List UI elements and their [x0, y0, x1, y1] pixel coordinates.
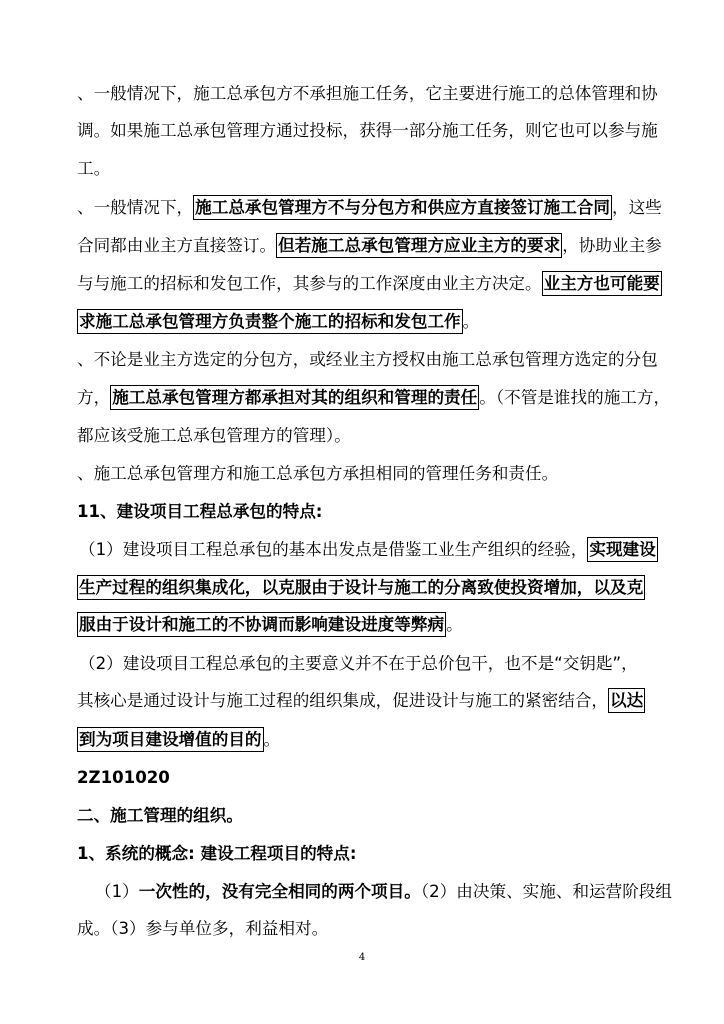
highlighted-phrase: 施工总承包管理方都承担对其的组织和管理的责任 [110, 385, 479, 410]
highlighted-phrase: 但若施工总承包管理方应业主方的要求 [276, 233, 562, 258]
highlighted-phrase: 求施工总承包管理方负责整个施工的招标和发包工作 [77, 309, 463, 334]
paragraph-line: 工。 [77, 159, 111, 178]
paragraph-line: （1）一次性的，没有完全相同的两个项目。（2）由决策、实施、和运营阶段组 [95, 882, 673, 901]
paragraph-line: （2）建设项目工程总承包的主要意义并不在于总价包干，也不是“交钥匙”， [79, 654, 638, 673]
paragraph-line [77, 577, 677, 599]
paragraph-line: 与与施工的招标和发包工作，其参与的工作深度由业主方决定。 业主方也可能要 [77, 273, 677, 295]
paragraph-line: 合同都由业主方直接签订。 但若施工总承包管理方应业主方的要求 ，协助业主参 [77, 235, 677, 257]
page-number: 4 [358, 952, 366, 963]
section-heading: 1、系统的概念: 建设工程项目的特点: [77, 844, 357, 863]
paragraph-line: 、施工总承包管理方和施工总承包方承担相同的管理任务和责任。 [77, 464, 559, 483]
paragraph-line: 其核心是通过设计与施工过程的组织集成，促进设计与施工的紧密结合， 以达 [77, 690, 677, 712]
paragraph-line: 调。如果施工总承包管理方通过投标，获得一部分施工任务，则它也可以参与施 [77, 121, 658, 140]
paragraph-line: 、不论是业主方选定的分包方，或经业主方授权由施工总承包管理方选定的分包 [77, 350, 658, 369]
paragraph-line: 、一般情况下， 施工总承包管理方不与分包方和供应方直接签订施工合同 ，这些 [77, 197, 677, 219]
highlighted-phrase: 生产过程的组织集成化，以克服由于设计与施工的分离致使投资增加，以及克 [77, 575, 645, 600]
highlighted-phrase: 施工总承包管理方不与分包方和供应方直接签订施工合同 [193, 195, 612, 220]
section-heading: 二、施工管理的组织。 [77, 806, 243, 825]
highlighted-phrase: 实现建设 [587, 537, 657, 562]
paragraph-line: 服由于设计和施工的不协调而影响建设进度等弊病 。 [77, 614, 677, 636]
paragraph-line: 、一般情况下，施工总承包方不承担施工任务，它主要进行施工的总体管理和协 [77, 84, 658, 103]
highlighted-phrase: 到为项目建设增值的目的 [77, 727, 264, 752]
paragraph-line: 都应该受施工总承包管理方的管理）。 [77, 426, 351, 445]
paragraph-line: 到为项目建设增值的目的 。 [77, 729, 677, 751]
section-heading: 11、建设项目工程总承包的特点: [77, 502, 323, 521]
highlighted-phrase: 业主方也可能要 [542, 271, 662, 296]
paragraph-line: （1）建设项目工程总承包的基本出发点是借鉴工业生产组织的经验， 实现建设 [79, 539, 679, 561]
highlighted-phrase: 服由于设计和施工的不协调而影响建设进度等弊病 [77, 612, 446, 637]
paragraph-line: 求施工总承包管理方负责整个施工的招标和发包工作 。 [77, 311, 677, 333]
paragraph-line: 成。（3）参与单位多，利益相对。 [77, 919, 329, 938]
highlighted-phrase: 以达 [608, 688, 645, 713]
section-code: 2Z101020 [77, 768, 170, 787]
bold-phrase: 一次性的，没有完全相同的两个项目。 [138, 882, 421, 901]
paragraph-line: 方， 施工总承包管理方都承担对其的组织和管理的责任 。（不管是谁找的施工方， [77, 387, 677, 409]
